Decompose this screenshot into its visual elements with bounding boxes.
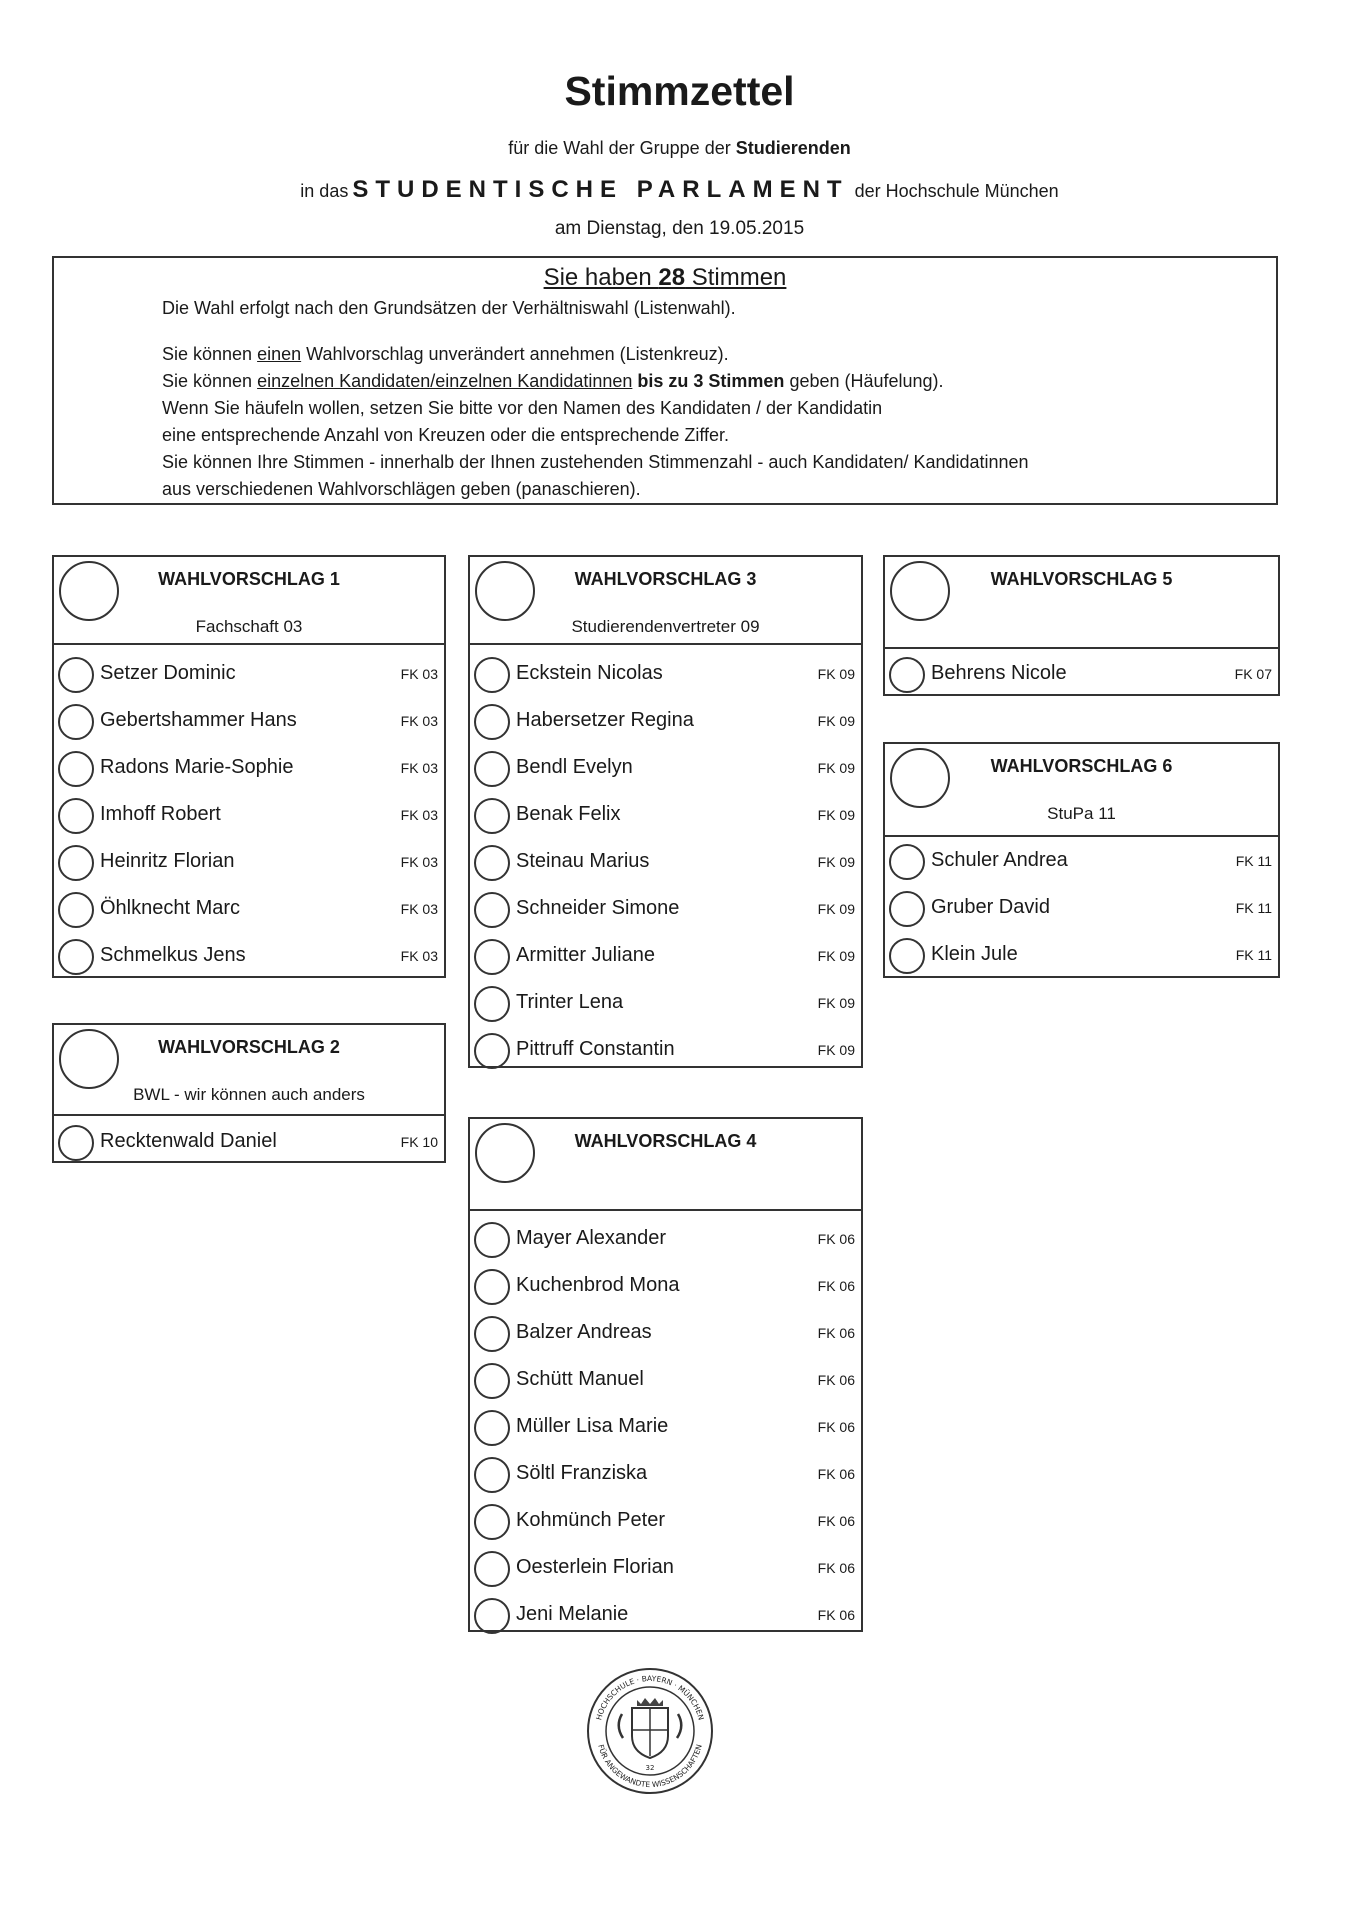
body-prefix: in das [300,181,349,201]
seal-text-bottom: FÜR ANGEWANDTE WISSENSCHAFTEN [596,1743,704,1790]
wahlvorschlag-6 [883,742,1280,978]
candidate-faculty: FK 03 [400,901,438,917]
candidate-name: Kuchenbrod Mona [516,1274,680,1296]
candidate-faculty: FK 09 [817,854,855,870]
text-underlined: einzelnen Kandidaten/einzelnen Kandidatinnen [257,371,633,391]
candidate-row [470,1451,861,1498]
candidate-vote-circle[interactable] [889,891,925,927]
wahlvorschlag-5 [883,555,1280,696]
seal-coat-of-arms-icon [619,1698,682,1758]
candidate-vote-circle[interactable] [474,1504,510,1540]
candidate-faculty: FK 06 [817,1560,855,1576]
candidate-vote-circle[interactable] [474,798,510,834]
candidate-row [470,1027,861,1074]
candidate-row [54,839,444,886]
list-subtitle: Fachschaft 03 [195,617,303,636]
candidate-name: Eckstein Nicolas [516,662,663,684]
candidate-faculty: FK 03 [400,760,438,776]
candidate-row [470,1357,861,1404]
text: Wahlvorschlag unverändert annehmen (Listenkreuz). [301,344,729,364]
candidate-faculty: FK 09 [817,948,855,964]
candidate-name: Pittruff Constantin [516,1038,675,1060]
subtitle-text: für die Wahl der Gruppe der [508,138,736,158]
text-bold: bis zu 3 Stimmen [632,371,785,391]
candidate-row [470,1592,861,1639]
list-subtitle: Studierendenvertreter 09 [571,617,760,636]
text: Sie können [162,371,258,391]
candidate-vote-circle[interactable] [474,845,510,881]
candidate-faculty: FK 11 [1235,853,1272,869]
candidate-name: Trinter Lena [516,991,624,1013]
candidate-vote-circle[interactable] [474,1457,510,1493]
candidate-row [54,1119,444,1166]
ballot-title: Stimmzettel [564,68,795,114]
candidate-faculty: FK 09 [817,760,855,776]
candidate-vote-circle[interactable] [889,844,925,880]
candidate-row [54,698,444,745]
candidate-name: Gruber David [931,896,1050,918]
candidate-name: Armitter Juliane [516,944,655,966]
candidate-name: Schütt Manuel [516,1368,644,1390]
candidate-row [54,651,444,698]
candidate-vote-circle[interactable] [58,892,94,928]
candidate-row [470,1545,861,1592]
candidate-vote-circle[interactable] [474,1598,510,1634]
candidate-vote-circle[interactable] [474,939,510,975]
candidate-faculty: FK 06 [817,1231,855,1247]
wahlvorschlag-4 [468,1117,863,1632]
candidate-name: Heinritz Florian [100,850,235,872]
candidate-faculty: FK 03 [400,948,438,964]
instruction-line: Sie können Ihre Stimmen - innerhalb der Ihnen zustehenden Stimmenzahl - auch Kandidaten/ Kandidatinnen [162,452,1029,472]
candidate-name: Imhoff Robert [100,803,221,825]
candidate-vote-circle[interactable] [474,1410,510,1446]
candidate-row [885,932,1278,979]
heading-prefix: Sie haben [543,264,659,291]
list-header [470,557,861,645]
candidate-faculty: FK 03 [400,713,438,729]
candidate-faculty: FK 11 [1235,947,1272,963]
candidate-faculty: FK 06 [817,1419,855,1435]
candidate-faculty: FK 06 [817,1278,855,1294]
candidate-row [885,651,1278,698]
seal-text-top: HOCHSCHULE · BAYERN · MÜNCHEN [594,1673,706,1722]
heading-number: 28 [658,264,686,291]
list-subtitle: StuPa 11 [1047,804,1116,823]
candidate-row [470,1216,861,1263]
candidate-faculty: FK 06 [817,1607,855,1623]
candidate-name: Schneider Simone [516,897,680,919]
candidate-row [470,1404,861,1451]
wahlvorschlag-2 [52,1023,446,1163]
list-header [470,1119,861,1211]
candidate-row [470,745,861,792]
candidate-row [470,839,861,886]
candidate-row [470,933,861,980]
candidate-faculty: FK 03 [400,666,438,682]
candidate-name: Öhlknecht Marc [100,897,241,919]
list-title: WAHLVORSCHLAG 3 [574,569,757,589]
text-underlined: einen [257,344,302,364]
instruction-line: eine entsprechende Anzahl von Kreuzen oder die entsprechende Ziffer. [162,425,730,445]
list-title: WAHLVORSCHLAG 2 [158,1037,340,1057]
candidate-row [470,792,861,839]
candidate-row [885,885,1278,932]
candidate-faculty: FK 03 [400,854,438,870]
candidate-faculty: FK 03 [400,807,438,823]
candidate-name: Benak Felix [516,803,621,825]
list-title: WAHLVORSCHLAG 6 [990,756,1173,776]
instruction-line [162,344,729,365]
candidate-vote-circle[interactable] [58,657,94,693]
subtitle-group: Studierenden [735,138,851,158]
candidate-name: Recktenwald Daniel [100,1130,277,1152]
candidate-name: Söltl Franziska [516,1462,648,1484]
candidate-faculty: FK 06 [817,1466,855,1482]
candidate-name: Mayer Alexander [516,1227,667,1249]
ballot-subtitle [0,138,1359,159]
candidate-vote-circle[interactable] [474,1269,510,1305]
candidate-name: Setzer Dominic [100,662,236,684]
candidate-vote-circle[interactable] [58,845,94,881]
candidate-row [470,980,861,1027]
candidate-vote-circle[interactable] [474,1363,510,1399]
candidate-faculty: FK 11 [1235,900,1272,916]
candidate-row [885,838,1278,885]
candidate-faculty: FK 10 [400,1134,438,1150]
seal-number: 32 [645,1764,655,1772]
candidate-faculty: FK 09 [817,713,855,729]
vote-count-heading [54,264,1276,292]
candidate-name: Klein Jule [931,943,1018,965]
instruction-line: Die Wahl erfolgt nach den Grundsätzen der Verhältniswahl (Listenwahl). [162,298,736,318]
candidate-vote-circle[interactable] [58,798,94,834]
candidate-row [54,745,444,792]
candidate-row [470,1310,861,1357]
candidate-row [470,1498,861,1545]
wahlvorschlag-1 [52,555,446,978]
list-header [54,557,444,645]
candidate-vote-circle[interactable] [889,657,925,693]
candidate-row [470,1263,861,1310]
candidate-name: Balzer Andreas [516,1321,652,1343]
candidate-vote-circle[interactable] [58,939,94,975]
candidate-vote-circle[interactable] [474,751,510,787]
candidate-vote-circle[interactable] [58,704,94,740]
candidate-vote-circle[interactable] [58,1125,94,1161]
instruction-line: Wenn Sie häufeln wollen, setzen Sie bitte vor den Namen des Kandidaten / der Kandidatin [162,398,883,418]
candidate-name: Müller Lisa Marie [516,1415,669,1437]
list-title: WAHLVORSCHLAG 5 [990,569,1173,589]
candidate-faculty: FK 06 [817,1513,855,1529]
candidate-faculty: FK 09 [817,901,855,917]
body-name: STUDENTISCHE PARLAMENT [352,176,849,203]
candidate-vote-circle[interactable] [474,1551,510,1587]
election-date: am Dienstag, den 19.05.2015 [554,218,805,239]
candidate-vote-circle[interactable] [474,1316,510,1352]
body-suffix: der Hochschule München [854,181,1059,201]
candidate-vote-circle[interactable] [474,1222,510,1258]
list-header [54,1025,444,1116]
candidate-faculty: FK 09 [817,995,855,1011]
candidate-faculty: FK 09 [817,807,855,823]
ballot-body-line [0,176,1359,204]
wahlvorschlag-3 [468,555,863,1068]
list-subtitle: BWL - wir können auch anders [133,1085,365,1104]
candidate-name: Gebertshammer Hans [100,709,297,731]
candidate-vote-circle[interactable] [474,892,510,928]
instruction-line: aus verschiedenen Wahlvorschlägen geben (panaschieren). [162,479,641,499]
heading-suffix: Stimmen [685,264,787,291]
candidate-name: Oesterlein Florian [516,1556,674,1578]
candidate-name: Bendl Evelyn [516,756,633,778]
candidate-name: Kohmünch Peter [516,1509,665,1531]
candidate-faculty: FK 09 [817,666,855,682]
candidate-name: Schmelkus Jens [100,944,246,966]
candidate-vote-circle[interactable] [474,986,510,1022]
candidate-name: Habersetzer Regina [516,709,694,731]
official-seal [585,1666,715,1796]
list-title: WAHLVORSCHLAG 1 [158,569,340,589]
instruction-line [162,371,944,392]
candidate-faculty: FK 06 [817,1372,855,1388]
candidate-row [54,933,444,980]
candidate-name: Steinau Marius [516,850,650,872]
candidate-name: Behrens Nicole [931,662,1067,684]
candidate-row [470,698,861,745]
candidate-vote-circle[interactable] [474,657,510,693]
list-title: WAHLVORSCHLAG 4 [574,1131,757,1151]
candidate-faculty: FK 07 [1234,666,1272,682]
candidate-row [54,886,444,933]
candidate-name: Schuler Andrea [931,849,1068,871]
text: geben (Häufelung). [784,371,944,391]
candidate-row [470,886,861,933]
list-header [885,557,1278,649]
candidate-name: Jeni Melanie [516,1603,629,1625]
candidate-row [470,651,861,698]
text: Sie können [162,344,258,364]
candidate-vote-circle[interactable] [474,1033,510,1069]
candidate-vote-circle[interactable] [474,704,510,740]
candidate-vote-circle[interactable] [58,751,94,787]
candidate-row [54,792,444,839]
instructions-box [52,256,1278,505]
candidate-faculty: FK 09 [817,1042,855,1058]
candidate-faculty: FK 06 [817,1325,855,1341]
list-header [885,744,1278,837]
candidate-name: Radons Marie-Sophie [100,756,294,778]
candidate-vote-circle[interactable] [889,938,925,974]
